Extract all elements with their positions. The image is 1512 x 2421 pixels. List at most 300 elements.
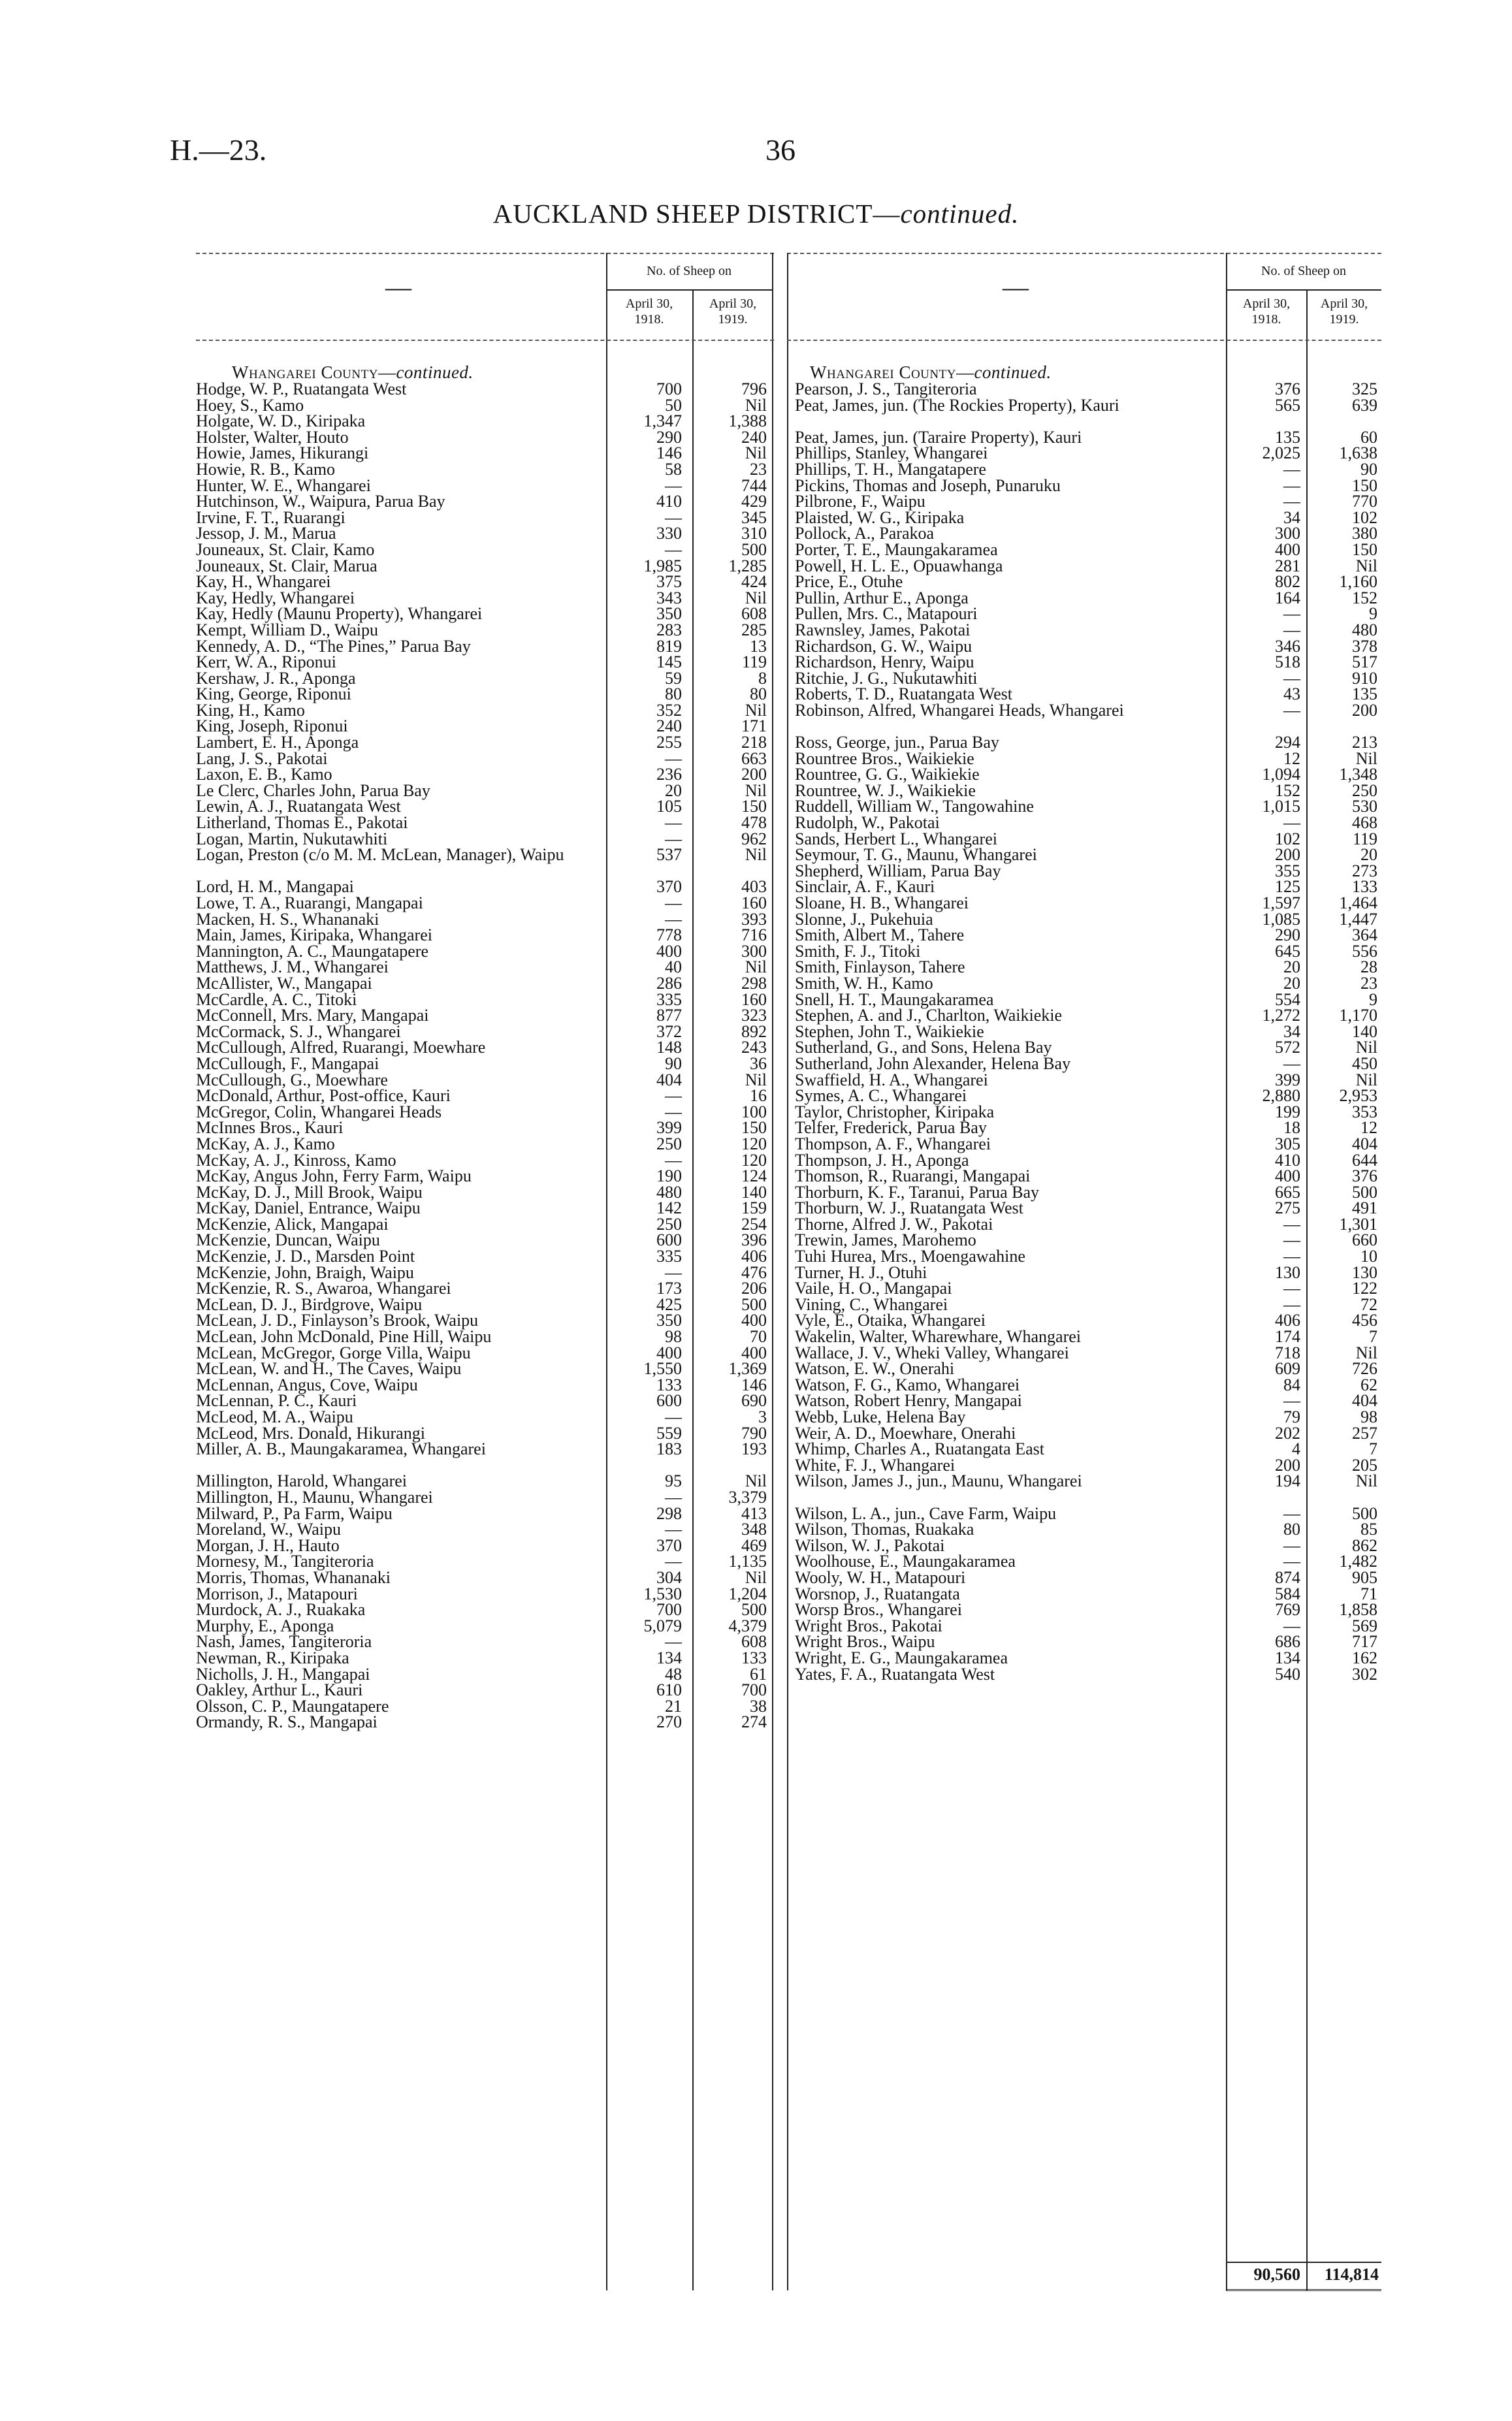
row-value-1918: — [1283, 492, 1300, 511]
total-1919: 114,814 [1324, 2265, 1379, 2284]
row-value-1919: 744 [741, 475, 767, 495]
row-value-1918: 1,085 [1262, 909, 1300, 929]
row-value-1919: 140 [741, 1182, 767, 1202]
row-value-1919: 608 [741, 604, 767, 624]
table-row [196, 1487, 774, 1507]
row-name: Stephen, John T., Waikiekie [795, 1021, 984, 1041]
row-name: Murdock, A. J., Ruakaka [196, 1600, 366, 1620]
row-name: McKenzie, Duncan, Waipu [196, 1230, 380, 1250]
row-value-1919: 152 [1352, 588, 1377, 607]
row-value-1919: 480 [1352, 620, 1377, 639]
row-value-1919: 146 [741, 1375, 767, 1394]
row-value-1919: 644 [1352, 1150, 1377, 1170]
row-name: Wakelin, Walter, Wharewhare, Whangarei [795, 1327, 1082, 1347]
row-value-1919: 1,447 [1339, 909, 1377, 929]
row-value-1918: 50 [665, 395, 682, 415]
row-name: Millington, H., Maunu, Whangarei [196, 1487, 433, 1507]
row-value-1919: 770 [1352, 492, 1377, 511]
row-value-1918: 283 [656, 620, 682, 639]
row-name: McCormack, S. J., Whangarei [196, 1021, 401, 1041]
row-name: Wilson, Thomas, Ruakaka [795, 1520, 974, 1539]
row-name: Lambert, E. H., Aponga [196, 733, 359, 752]
row-name: Trewin, James, Marohemo [795, 1230, 976, 1250]
row-value-1919: Nil [745, 1567, 767, 1587]
row-name: Thompson, J. H., Aponga [795, 1150, 969, 1170]
section-name: Whangarei County— [232, 362, 396, 382]
row-name: McKay, A. J., Kamo [196, 1134, 335, 1153]
row-value-1918: 335 [656, 1247, 682, 1266]
row-value-1918: 34 [1283, 1021, 1300, 1041]
row-name: Wright Bros., Waipu [795, 1632, 935, 1652]
row-value-1918: 1,985 [643, 556, 682, 575]
row-value-1918: 518 [1275, 652, 1300, 672]
row-name: Pearson, J. S., Tangiteroria [795, 379, 977, 398]
row-name: McLennan, P. C., Kauri [196, 1391, 357, 1411]
section-name: Whangarei County— [810, 362, 974, 382]
row-value-1919: 60 [1360, 427, 1377, 447]
row-name: Symes, A. C., Whangarei [795, 1086, 967, 1106]
row-value-1918: 610 [656, 1680, 682, 1700]
row-value-1918: 350 [656, 604, 682, 624]
header-split-rule [606, 289, 772, 291]
title-main: AUCKLAND SHEEP DISTRICT— [492, 199, 901, 229]
row-value-1918: — [1283, 620, 1300, 639]
row-value-1918: — [665, 813, 682, 833]
row-name: Nicholls, J. H., Mangapai [196, 1664, 370, 1684]
row-value-1919: Nil [1355, 1038, 1377, 1057]
row-value-1919: 302 [1352, 1664, 1377, 1684]
row-value-1919: 254 [741, 1214, 767, 1234]
row-name: Milward, P., Pa Farm, Waipu [196, 1503, 393, 1523]
row-value-1918: — [665, 829, 682, 848]
row-name: Kay, H., Whangarei [196, 572, 331, 592]
row-name: Morrison, J., Matapouri [196, 1584, 358, 1603]
row-name: Oakley, Arthur L., Kauri [196, 1680, 363, 1700]
row-value-1919: 240 [741, 427, 767, 447]
row-value-1919: Nil [1355, 1070, 1377, 1089]
row-value-1918: 700 [656, 379, 682, 398]
row-value-1919: 393 [741, 909, 767, 929]
row-value-1918: — [1283, 1535, 1300, 1555]
table-row [787, 539, 1381, 559]
row-value-1918: 400 [656, 1343, 682, 1362]
row-value-1919: 120 [741, 1134, 767, 1153]
table-row [196, 1168, 774, 1185]
row-value-1918: 1,347 [643, 411, 682, 431]
row-value-1919: 456 [1352, 1311, 1377, 1330]
row-value-1918: 59 [665, 668, 682, 688]
row-value-1919: 400 [741, 1343, 767, 1362]
row-value-1918: 769 [1275, 1600, 1300, 1620]
table-row [787, 1249, 1381, 1265]
row-value-1918: 375 [656, 572, 682, 592]
row-value-1918: 400 [656, 941, 682, 961]
table-row [196, 1567, 774, 1587]
row-value-1919: 150 [1352, 539, 1377, 559]
row-name: Woolhouse, E., Maungakaramea [795, 1552, 1016, 1571]
row-value-1919: 150 [741, 1118, 767, 1138]
row-value-1919: 478 [741, 813, 767, 833]
row-name: Logan, Martin, Nukutawhiti [196, 829, 388, 848]
row-value-1918: 250 [656, 1214, 682, 1234]
row-value-1919: 500 [1352, 1182, 1377, 1202]
row-name: Pullin, Arthur E., Aponga [795, 588, 969, 607]
row-value-1919: 102 [1352, 507, 1377, 527]
row-value-1919: 404 [1352, 1391, 1377, 1411]
row-value-1918: 400 [1275, 539, 1300, 559]
header-group-label: No. of Sheep on [1261, 264, 1346, 278]
row-value-1919: 171 [741, 716, 767, 736]
row-value-1919: 380 [1352, 524, 1377, 543]
row-value-1918: 80 [665, 684, 682, 704]
row-value-1918: — [665, 539, 682, 559]
row-name: Hoey, S., Kamo [196, 395, 304, 415]
row-value-1918: — [1283, 1503, 1300, 1523]
row-value-1918: — [1283, 1247, 1300, 1266]
table-row [787, 1053, 1381, 1073]
row-value-1919: 1,170 [1339, 1006, 1377, 1025]
row-name: Wilson, W. J., Pakotai [795, 1535, 945, 1555]
row-value-1919: 660 [1352, 1230, 1377, 1250]
row-name: Kershaw, J. R., Aponga [196, 668, 356, 688]
row-value-1919: 1,301 [1339, 1214, 1377, 1234]
row-name: Smith, Finlayson, Tahere [795, 957, 965, 977]
row-name: Watson, Robert Henry, Mangapai [795, 1391, 1022, 1411]
row-name: McCardle, A. C., Titoki [196, 989, 357, 1009]
title-suffix: continued. [900, 199, 1020, 229]
row-value-1918: 4 [1292, 1439, 1300, 1459]
table-row [787, 654, 1381, 671]
table-row [787, 1409, 1381, 1426]
row-value-1918: 21 [665, 1696, 682, 1716]
row-value-1919: 1,135 [728, 1552, 767, 1571]
row-value-1918: 135 [1275, 427, 1300, 447]
row-value-1918: 540 [1275, 1664, 1300, 1684]
table-row [787, 1567, 1381, 1587]
row-value-1918: 236 [656, 765, 682, 784]
row-value-1918: 376 [1275, 379, 1300, 398]
row-value-1918: — [1283, 1391, 1300, 1411]
row-value-1918: 330 [656, 524, 682, 543]
row-value-1919: 133 [1352, 877, 1377, 897]
row-value-1919: 120 [741, 1150, 767, 1170]
row-value-1919: Nil [1355, 1471, 1377, 1491]
row-name: McLean, John McDonald, Pine Hill, Waipu [196, 1327, 492, 1347]
row-name: McAllister, W., Mangapai [196, 973, 372, 993]
row-name: Phillips, T. H., Mangatapere [795, 459, 986, 479]
row-value-1918: 572 [1275, 1038, 1300, 1057]
row-value-1918: — [665, 475, 682, 495]
table-row [196, 815, 774, 831]
row-name: Weir, A. D., Moewhare, Onerahi [795, 1423, 1016, 1443]
header-bottom-rule [787, 340, 1381, 341]
row-value-1918: 200 [1275, 1455, 1300, 1475]
table-row [196, 1682, 774, 1699]
row-value-1918: — [665, 1262, 682, 1282]
row-value-1918: 200 [1275, 845, 1300, 865]
section-suffix: continued. [396, 362, 474, 382]
row-name: Slonne, J., Pukehuia [795, 909, 933, 929]
row-name: Wooly, W. H., Matapouri [795, 1567, 966, 1587]
header-group-label: No. of Sheep on [647, 264, 732, 278]
table-row [787, 895, 1381, 912]
row-value-1919: 1,285 [728, 556, 767, 575]
row-name: Logan, Preston (c/o M. M. McLean, Manager), Waipu [196, 845, 564, 865]
row-name: McLean, McGregor, Gorge Villa, Waipu [196, 1343, 471, 1362]
row-value-1919: 160 [741, 989, 767, 1009]
row-name: Pickins, Thomas and Joseph, Punaruku [795, 475, 1061, 495]
row-name: Rountree, G. G., Waikiekie [795, 765, 980, 784]
row-value-1918: 565 [1275, 395, 1300, 415]
row-value-1919: 353 [1352, 1102, 1377, 1121]
table-row [787, 1136, 1381, 1153]
row-name: Moreland, W., Waipu [196, 1520, 342, 1539]
header-col-1918: April 30, 1918. [1242, 297, 1291, 327]
row-name: McInnes Bros., Kauri [196, 1118, 344, 1138]
row-name: Sloane, H. B., Whangarei [795, 893, 969, 912]
row-name: Matthews, J. M., Whangarei [196, 957, 389, 977]
table-row [196, 1409, 774, 1426]
row-value-1919: 517 [1352, 652, 1377, 672]
row-value-1918: — [1283, 668, 1300, 688]
row-name: Macken, H. S., Whananaki [196, 909, 379, 929]
row-value-1919: 429 [741, 492, 767, 511]
row-value-1919: 140 [1352, 1021, 1377, 1041]
table-row [196, 622, 774, 639]
row-name: Ormandy, R. S., Mangapai [196, 1712, 378, 1732]
row-value-1918: 40 [665, 957, 682, 977]
row-name: McKenzie, John, Braigh, Waipu [196, 1262, 414, 1282]
row-value-1918: 145 [656, 652, 682, 672]
row-name: Pullen, Mrs. C., Matapouri [795, 604, 978, 624]
row-name: Jessop, J. M., Marua [196, 524, 336, 543]
table-row [196, 381, 774, 398]
row-value-1919: 9 [1369, 989, 1377, 1009]
row-name: Le Clerc, Charles John, Parua Bay [196, 780, 430, 800]
row-name: McLean, D. J., Birdgrove, Waipu [196, 1294, 423, 1314]
row-value-1919: 345 [741, 507, 767, 527]
row-name: Millington, Harold, Whangarei [196, 1471, 408, 1491]
row-name: Vaile, H. O., Mangapai [795, 1279, 952, 1298]
table-row [196, 1249, 774, 1265]
row-value-1919: 2,953 [1339, 1086, 1377, 1106]
row-value-1919: 273 [1352, 861, 1377, 880]
row-value-1919: 396 [741, 1230, 767, 1250]
row-value-1918: 1,530 [643, 1584, 682, 1603]
row-value-1918: — [1283, 1230, 1300, 1250]
row-value-1918: 399 [656, 1118, 682, 1138]
row-value-1919: 133 [741, 1648, 767, 1667]
row-value-1919: 500 [741, 539, 767, 559]
row-value-1918: 275 [1275, 1198, 1300, 1218]
row-value-1919: 1,388 [728, 411, 767, 431]
row-value-1919: 530 [1352, 797, 1377, 816]
row-value-1918: 802 [1275, 572, 1300, 592]
row-value-1919: 1,204 [728, 1584, 767, 1603]
row-value-1919: 119 [1352, 829, 1377, 848]
header-split-rule [1226, 289, 1381, 291]
row-value-1918: — [1283, 459, 1300, 479]
row-value-1919: 717 [1352, 1632, 1377, 1652]
row-value-1919: 200 [741, 765, 767, 784]
row-name: Lord, H. M., Mangapai [196, 877, 354, 897]
row-name: Morgan, J. H., Hauto [196, 1535, 340, 1555]
row-value-1918: 2,880 [1262, 1086, 1300, 1106]
row-value-1918: 286 [656, 973, 682, 993]
row-name: McKenzie, R. S., Awaroa, Whangarei [196, 1279, 451, 1298]
row-name: Main, James, Kiripaka, Whangarei [196, 925, 432, 945]
row-value-1919: 1,348 [1339, 765, 1377, 784]
row-value-1918: 290 [1275, 925, 1300, 945]
row-value-1919: 796 [741, 379, 767, 398]
row-value-1919: 1,160 [1339, 572, 1377, 592]
header-col-1919: April 30, 1919. [709, 297, 757, 327]
row-value-1919: 404 [1352, 1134, 1377, 1153]
row-value-1918: 174 [1275, 1327, 1300, 1347]
row-name: King, H., Kamo [196, 700, 305, 720]
row-value-1919: 243 [741, 1038, 767, 1057]
row-value-1919: Nil [745, 395, 767, 415]
row-name: Ruddell, William W., Tangowahine [795, 797, 1034, 816]
row-value-1918: — [665, 1552, 682, 1571]
row-value-1919: 98 [1360, 1407, 1377, 1426]
left-table [196, 245, 774, 2292]
row-value-1919: 250 [1352, 780, 1377, 800]
row-name: Snell, H. T., Maungakaramea [795, 989, 994, 1009]
row-value-1918: 134 [1275, 1648, 1300, 1667]
row-value-1919: 85 [1360, 1520, 1377, 1539]
row-value-1918: 874 [1275, 1567, 1300, 1587]
row-name: Rountree Bros., Waikiekie [795, 748, 974, 768]
row-value-1919: 162 [1352, 1648, 1377, 1667]
row-value-1918: — [665, 1150, 682, 1170]
table-row [196, 735, 774, 751]
row-value-1919: 348 [741, 1520, 767, 1539]
row-name: Smith, W. H., Kamo [795, 973, 933, 993]
row-value-1918: — [1283, 604, 1300, 624]
row-value-1919: 38 [750, 1696, 767, 1716]
row-value-1918: — [665, 748, 682, 768]
row-name: Howie, James, Hikurangi [196, 443, 369, 463]
row-value-1918: 270 [656, 1712, 682, 1732]
row-value-1919: 274 [741, 1712, 767, 1732]
row-name: Price, E., Otuhe [795, 572, 903, 592]
row-value-1918: 95 [665, 1471, 682, 1491]
row-value-1918: 1,272 [1262, 1006, 1300, 1025]
table-row [196, 1441, 774, 1473]
row-name: Richardson, Henry, Waipu [795, 652, 974, 672]
row-value-1918: 406 [1275, 1311, 1300, 1330]
row-name: Peat, James, jun. (The Rockies Property), Kauri [795, 395, 1119, 415]
row-value-1919: 3,379 [728, 1487, 767, 1507]
row-name: Yates, F. A., Ruatangata West [795, 1664, 995, 1684]
row-name: Smith, Albert M., Tahere [795, 925, 965, 945]
table-row [787, 1664, 1381, 1684]
table-row [787, 381, 1381, 398]
row-name: White, F. J., Whangarei [795, 1455, 956, 1475]
row-value-1919: 726 [1352, 1359, 1377, 1379]
row-value-1918: 399 [1275, 1070, 1300, 1089]
row-value-1919: 160 [741, 893, 767, 912]
row-value-1918: 404 [656, 1070, 682, 1089]
row-value-1918: 199 [1275, 1102, 1300, 1121]
row-name: McLennan, Angus, Cove, Waipu [196, 1375, 418, 1394]
row-value-1918: — [1283, 475, 1300, 495]
row-value-1919: 608 [741, 1632, 767, 1652]
row-value-1918: 79 [1283, 1407, 1300, 1426]
row-value-1919: 500 [741, 1600, 767, 1620]
row-value-1918: 146 [656, 443, 682, 463]
row-name: McLeod, Mrs. Donald, Hikurangi [196, 1423, 425, 1443]
row-name: Telfer, Frederick, Parua Bay [795, 1118, 987, 1138]
row-value-1919: 36 [750, 1053, 767, 1073]
row-name: Hunter, W. E., Whangarei [196, 475, 371, 495]
row-name: Thomson, R., Ruarangi, Mangapai [795, 1166, 1031, 1186]
row-name: Wright Bros., Pakotai [795, 1616, 942, 1635]
row-name: Peat, James, jun. (Taraire Property), Kauri [795, 427, 1082, 447]
row-value-1919: 376 [1352, 1166, 1377, 1186]
row-value-1918: 20 [1283, 957, 1300, 977]
row-value-1919: Nil [745, 780, 767, 800]
row-value-1919: 300 [741, 941, 767, 961]
row-value-1919: 1,638 [1339, 443, 1377, 463]
row-value-1918: 352 [656, 700, 682, 720]
row-name: Watson, E. W., Onerahi [795, 1359, 955, 1379]
table-top-rule [196, 253, 774, 254]
row-name: Taylor, Christopher, Kiripaka [795, 1102, 995, 1121]
row-value-1919: 20 [1360, 845, 1377, 865]
row-value-1919: 3 [758, 1407, 767, 1426]
row-value-1918: — [665, 1102, 682, 1121]
row-name: McKay, Daniel, Entrance, Waipu [196, 1198, 421, 1218]
row-value-1918: 34 [1283, 507, 1300, 527]
row-value-1918: 554 [1275, 989, 1300, 1009]
row-value-1918: 343 [656, 588, 682, 607]
page-number: 36 [765, 133, 796, 167]
row-value-1919: 413 [741, 1503, 767, 1523]
row-name: Roberts, T. D., Ruatangata West [795, 684, 1012, 704]
row-name: McConnell, Mrs. Mary, Mangapai [196, 1006, 429, 1025]
row-value-1919: 206 [741, 1279, 767, 1298]
row-name: Mornesy, M., Tangiteroria [196, 1552, 374, 1571]
row-value-1918: 148 [656, 1038, 682, 1057]
row-name: Hutchinson, W., Waipura, Parua Bay [196, 492, 445, 511]
row-value-1919: 218 [741, 733, 767, 752]
row-value-1919: 193 [741, 1439, 767, 1459]
row-name: Robinson, Alfred, Whangarei Heads, Whangarei [795, 700, 1124, 720]
row-name: McKenzie, J. D., Marsden Point [196, 1247, 415, 1266]
row-value-1918: 130 [1275, 1262, 1300, 1282]
row-value-1918: 370 [656, 1535, 682, 1555]
row-name: McDonald, Arthur, Post-office, Kauri [196, 1086, 451, 1106]
row-value-1918: 559 [656, 1423, 682, 1443]
row-name: Turner, H. J., Otuhi [795, 1262, 927, 1282]
row-name: Thorne, Alfred J. W., Pakotai [795, 1214, 993, 1234]
row-name: Webb, Luke, Helena Bay [795, 1407, 966, 1426]
row-value-1918: 5,079 [643, 1616, 682, 1635]
row-value-1918: 133 [656, 1375, 682, 1394]
row-name: Olsson, C. P., Maungatapere [196, 1696, 389, 1716]
row-name: Thorburn, K. F., Taranui, Parua Bay [795, 1182, 1039, 1202]
row-value-1918: 304 [656, 1567, 682, 1587]
row-value-1918: 600 [656, 1391, 682, 1411]
row-name: Wilson, L. A., jun., Cave Farm, Waipu [795, 1503, 1057, 1523]
row-value-1919: 424 [741, 572, 767, 592]
row-value-1919: Nil [745, 443, 767, 463]
row-value-1919: Nil [745, 845, 767, 865]
row-name: Murphy, E., Aponga [196, 1616, 334, 1635]
row-name: Thompson, A. F., Whangarei [795, 1134, 991, 1153]
